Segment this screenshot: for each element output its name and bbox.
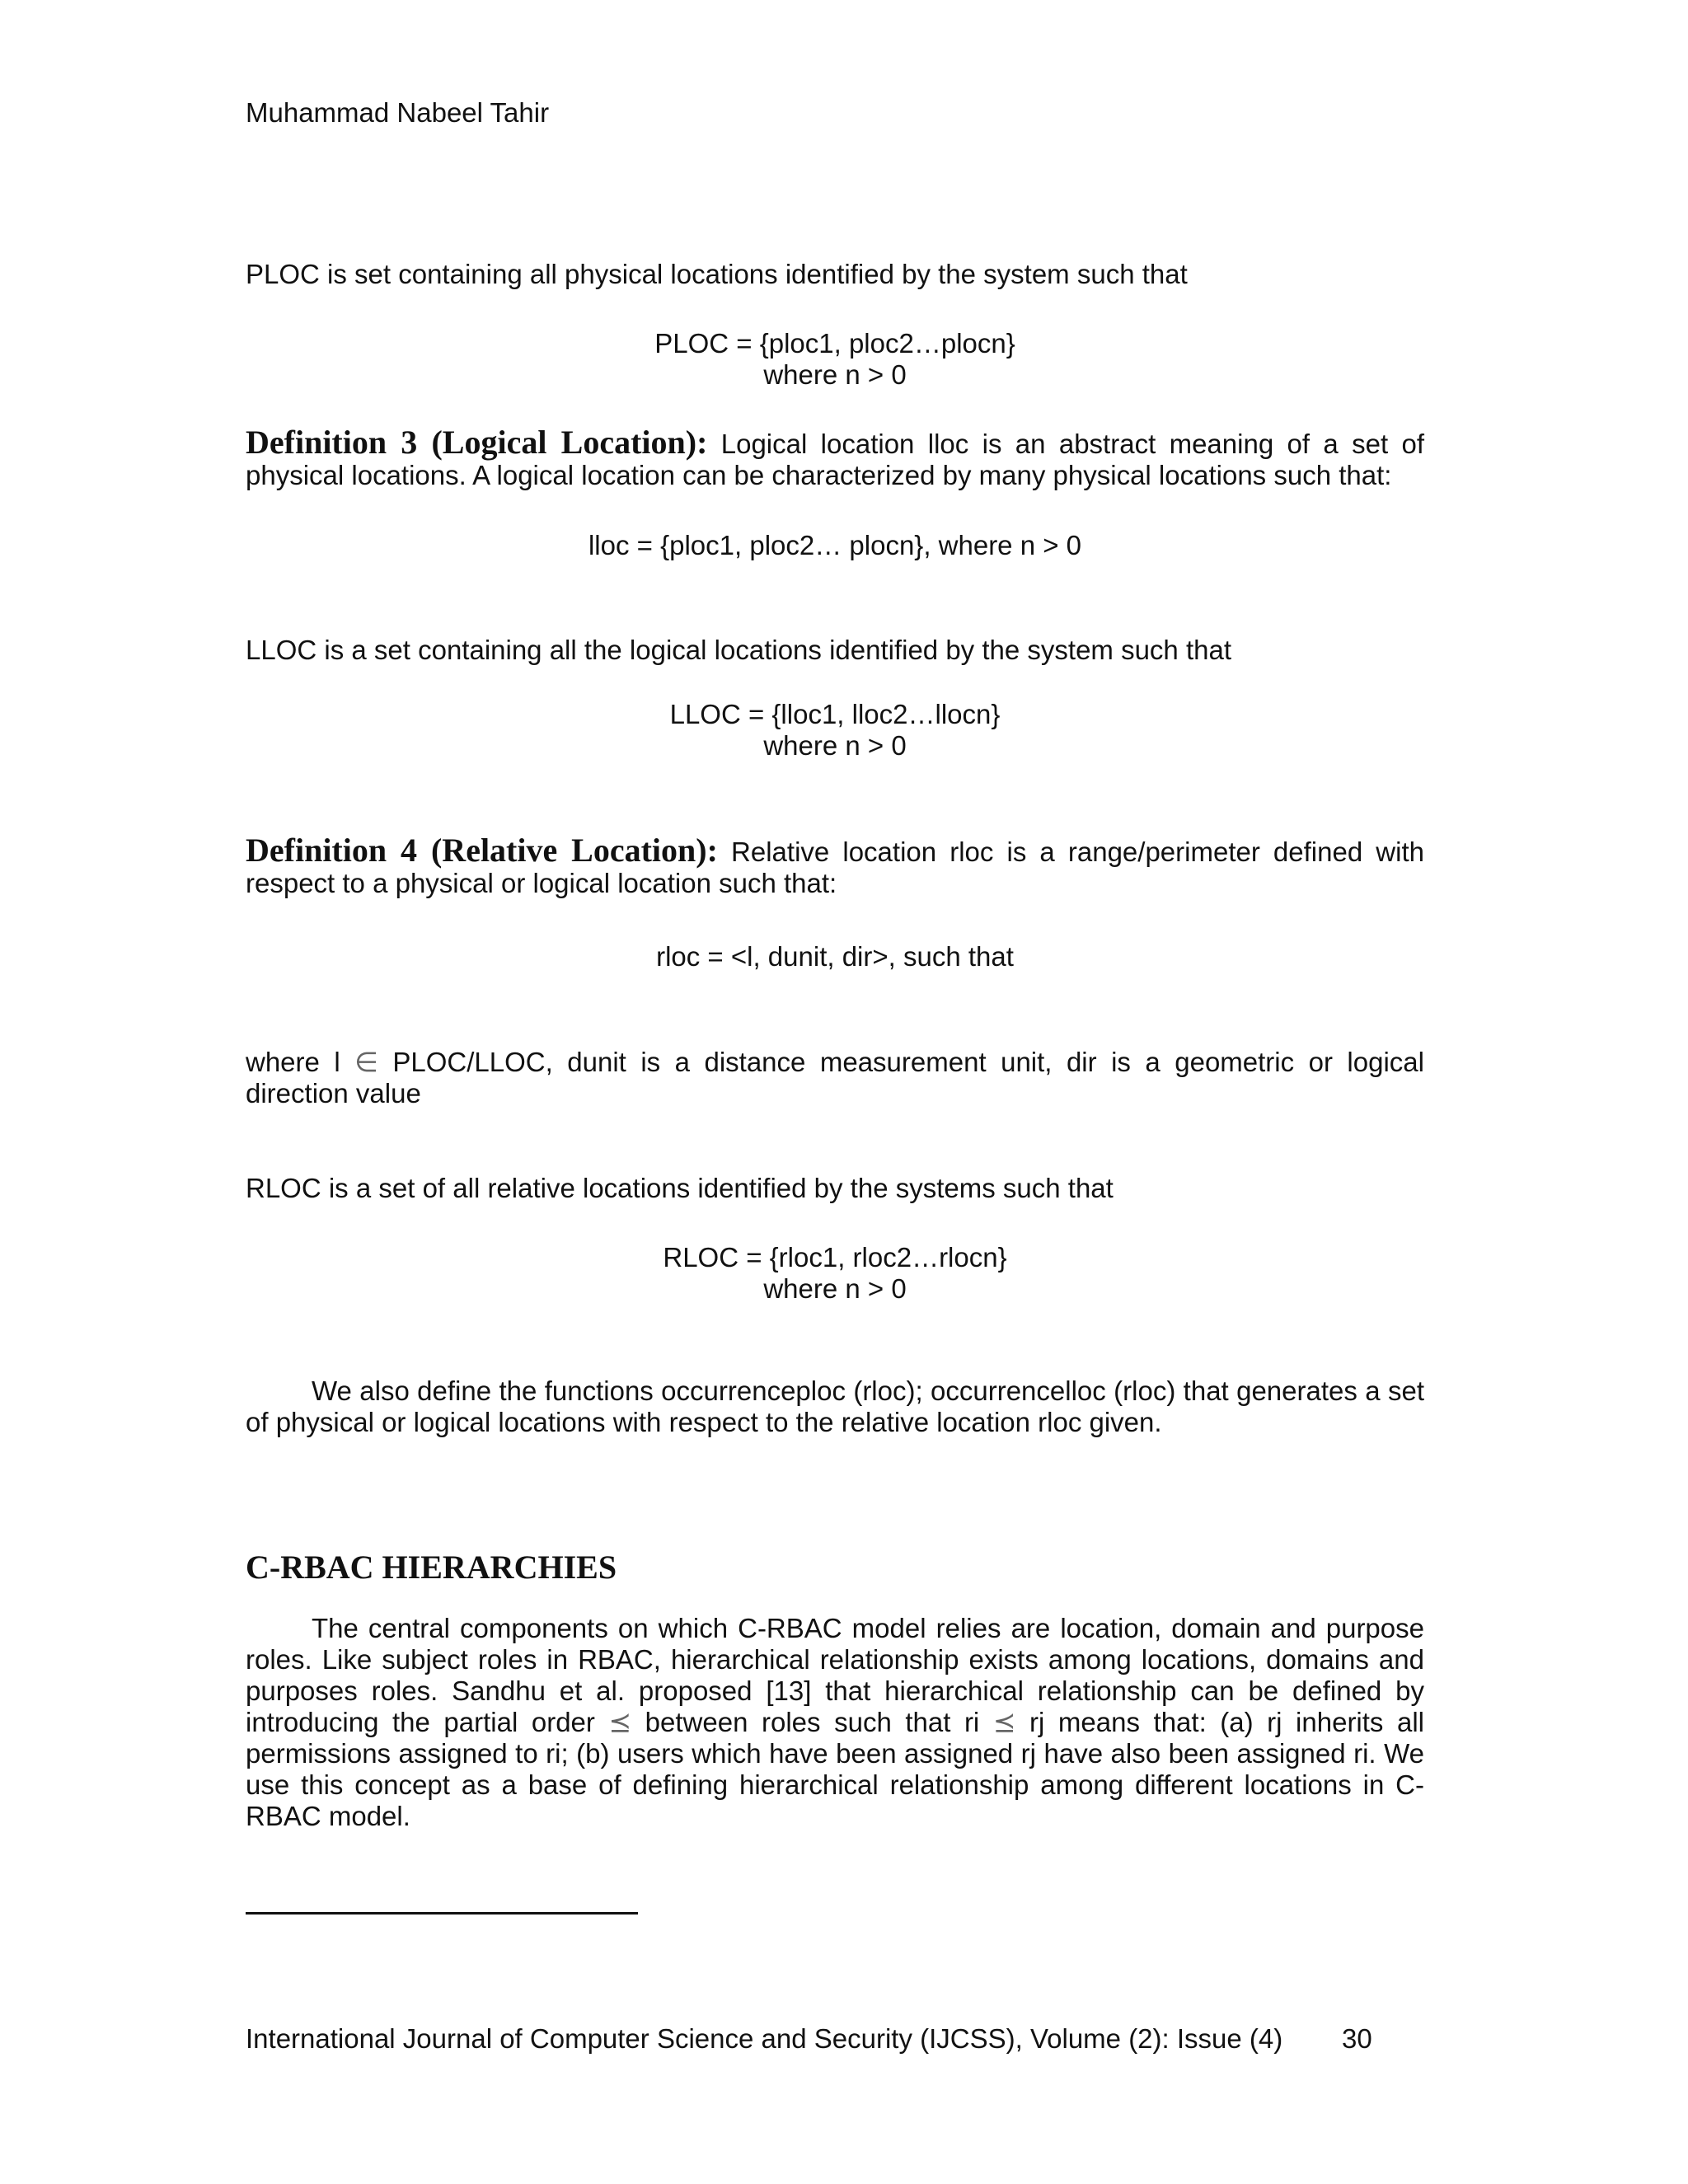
functions-paragraph: We also define the functions occurrenceploc (rloc); occurrencelloc (rloc) that generates a set of physical or logical locations with respect to the relative location rloc given. [246,1376,1424,1437]
rloc-intro: RLOC is a set of all relative locations identified by the systems such that [246,1173,1114,1203]
hierarchies-text-3: rj means that: (a) rj inherits all permissions assigned to ri; (b) users which have been assigned rj have also been assigned ri. We use this concept as a base of defining hierarchical relationship among different locations in C-RBAC model. [246,1707,1425,1831]
definition-3-heading: Definition 3 (Logical Location): [246,424,708,461]
element-of-symbol: ∈ [354,1047,378,1077]
running-header-author: Muhammad Nabeel Tahir [246,97,550,128]
definition-3-paragraph [246,424,1424,491]
footer-journal: International Journal of Computer Science and Security (IJCSS), Volume (2): Issue (4) [246,2023,1283,2054]
lloc-intro: LLOC is a set containing all the logical locations identified by the system such that [246,635,1231,665]
definition-3-body: Logical location lloc is an abstract meaning of a set of physical locations. A logical location can be characterized by many physical locations such that: [246,429,1424,490]
footer-page-number: 30 [1342,2023,1372,2054]
definition-4-heading: Definition 4 (Relative Location): [246,832,718,869]
definition-4-body: Relative location rloc is a range/perimeter defined with respect to a physical or logical location such that: [246,837,1424,898]
hierarchies-text-1: The central components on which C-RBAC model relies are location, domain and purpose roles. Like subject roles in RBAC, hierarchical relationship exists among locations, domains and purposes roles. Sandhu et al. proposed [13] that hierarchical relationship can be defined by introducing the partial order [246,1613,1424,1737]
ploc-where: where n > 0 [763,359,907,390]
footnote-separator [246,1912,638,1915]
partial-order-symbol: ⪯ [992,1707,1016,1737]
section-title: C-RBAC HIERARCHIES [246,1549,617,1586]
rloc-formula-def: rloc = <l, dunit, dir>, such that [656,941,1014,972]
rloc-where: where n > 0 [763,1273,907,1304]
ploc-intro: PLOC is set containing all physical locations identified by the system such that [246,259,1188,289]
lloc-formula: LLOC = {lloc1, lloc2…llocn} [669,699,1001,729]
hierarchies-paragraph [246,1613,1424,1832]
where-clause-pre: where l [246,1047,355,1077]
where-clause-post: PLOC/LLOC, dunit is a distance measurement unit, dir is a geometric or logical direction value [246,1047,1424,1108]
hierarchies-text-2: between roles such that ri [631,1707,993,1737]
rloc-formula: RLOC = {rloc1, rloc2…rlocn} [663,1242,1007,1272]
where-clause [246,1047,1424,1109]
lloc-formula-def: lloc = {ploc1, ploc2… plocn}, where n > 0 [588,530,1082,560]
lloc-where: where n > 0 [763,730,907,761]
partial-order-symbol: ⪯ [608,1707,632,1737]
ploc-formula: PLOC = {ploc1, ploc2…plocn} [654,328,1015,359]
definition-4-paragraph [246,832,1424,899]
